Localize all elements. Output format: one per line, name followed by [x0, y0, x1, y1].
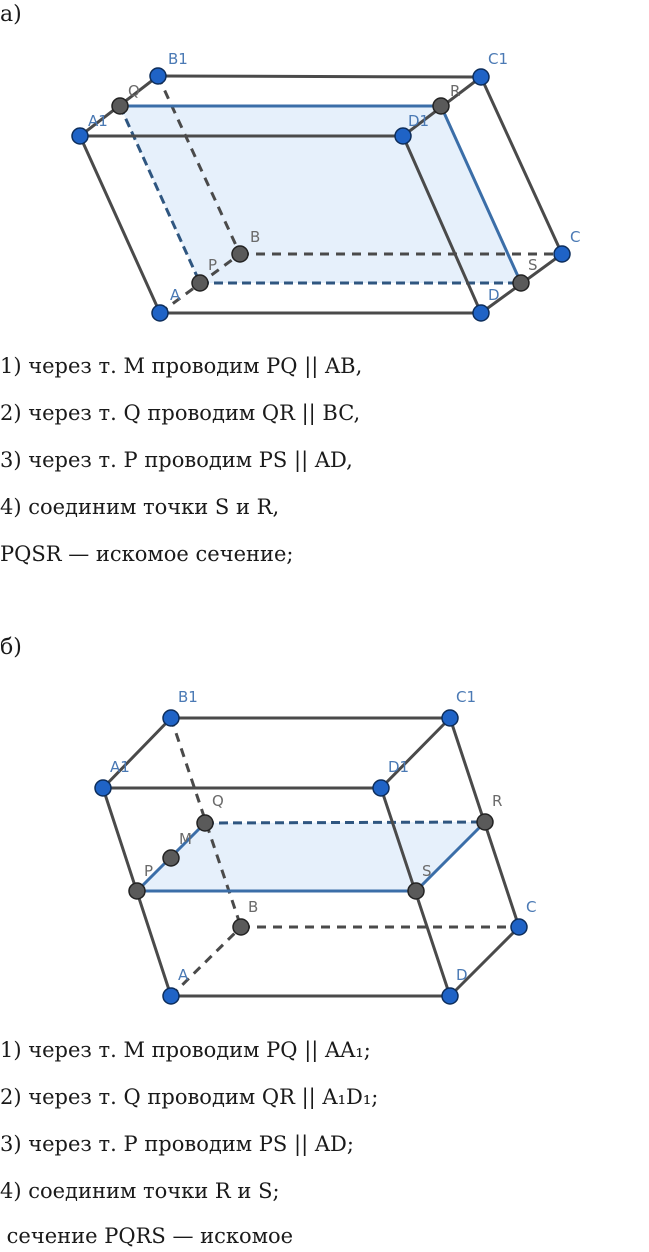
edge-b-AB [171, 927, 241, 996]
vertex-b-D [442, 988, 458, 1004]
label-a-P: P [208, 256, 218, 274]
label-b-B: B [248, 898, 259, 916]
step-a-2: 2) через т. Q проводим QR || BC, [0, 401, 361, 425]
point-b-R [477, 814, 493, 830]
point-b-S [408, 883, 424, 899]
label-b-C1: C1 [456, 688, 477, 706]
vertex-a-B [232, 246, 248, 262]
label-a-A1: A1 [88, 112, 108, 130]
step-a-3: 3) через т. P проводим PS || AD, [0, 448, 353, 472]
vertex-a-C [554, 246, 570, 262]
point-b-P [129, 883, 145, 899]
label-a-C1: C1 [488, 50, 509, 68]
point-a-Q [112, 98, 128, 114]
label-a-A: A [170, 286, 181, 304]
label-b-B1: B1 [178, 688, 198, 706]
edge-b-A1B1 [103, 718, 171, 788]
edge-b-D1C1 [381, 718, 450, 788]
label-b-R: R [492, 792, 503, 810]
vertex-b-D1 [373, 780, 389, 796]
label-b-C: C [526, 898, 537, 916]
vertex-b-C [511, 919, 527, 935]
vertex-b-A1 [95, 780, 111, 796]
step-a-result: PQSR — искомое сечение; [0, 542, 294, 566]
label-b-Q: Q [212, 792, 224, 810]
vertex-a-B1 [150, 68, 166, 84]
label-a-C: C [570, 228, 581, 246]
label-a-D1: D1 [408, 112, 430, 130]
label-b-D1: D1 [388, 758, 410, 776]
label-a-B1: B1 [168, 50, 188, 68]
step-b-2: 2) через т. Q проводим QR || A₁D₁; [0, 1085, 379, 1109]
vertex-b-B1 [163, 710, 179, 726]
label-b-M: M [179, 830, 192, 848]
figure-a-parallelepiped [0, 0, 649, 330]
vertex-a-A1 [72, 128, 88, 144]
label-b-A: A [178, 966, 189, 984]
part-a-label: а) [0, 2, 22, 27]
vertex-b-C1 [442, 710, 458, 726]
label-a-Q: Q [128, 82, 140, 100]
label-a-S: S [528, 256, 538, 274]
vertex-a-A [152, 305, 168, 321]
step-a-4: 4) соединим точки S и R, [0, 495, 280, 519]
step-b-3: 3) через т. P проводим PS || AD; [0, 1132, 354, 1156]
label-b-A1: A1 [110, 758, 130, 776]
label-a-R: R [450, 82, 461, 100]
edge-b-DC [450, 927, 519, 996]
point-a-S [513, 275, 529, 291]
vertex-a-D1 [395, 128, 411, 144]
label-b-S: S [422, 862, 432, 880]
figure-b-parallelepiped [0, 660, 649, 1020]
step-b-1: 1) через т. M проводим PQ || AA₁; [0, 1038, 371, 1062]
step-b-4: 4) соединим точки R и S; [0, 1179, 280, 1203]
point-b-Q [197, 815, 213, 831]
step-b-result: сечение PQRS — искомое [0, 1224, 294, 1248]
part-b-label: б) [0, 635, 22, 660]
section-a-plane [120, 106, 521, 283]
vertex-b-B [233, 919, 249, 935]
vertex-a-D [473, 305, 489, 321]
vertex-b-A [163, 988, 179, 1004]
label-a-B: B [250, 228, 261, 246]
point-b-M [163, 850, 179, 866]
label-b-D: D [456, 966, 468, 984]
point-a-P [192, 275, 208, 291]
label-a-D: D [488, 286, 500, 304]
step-a-1: 1) через т. M проводим PQ || AB, [0, 354, 363, 378]
label-b-P: P [144, 862, 154, 880]
edge-a-B1C1 [158, 76, 481, 77]
point-a-R [433, 98, 449, 114]
vertex-a-C1 [473, 69, 489, 85]
